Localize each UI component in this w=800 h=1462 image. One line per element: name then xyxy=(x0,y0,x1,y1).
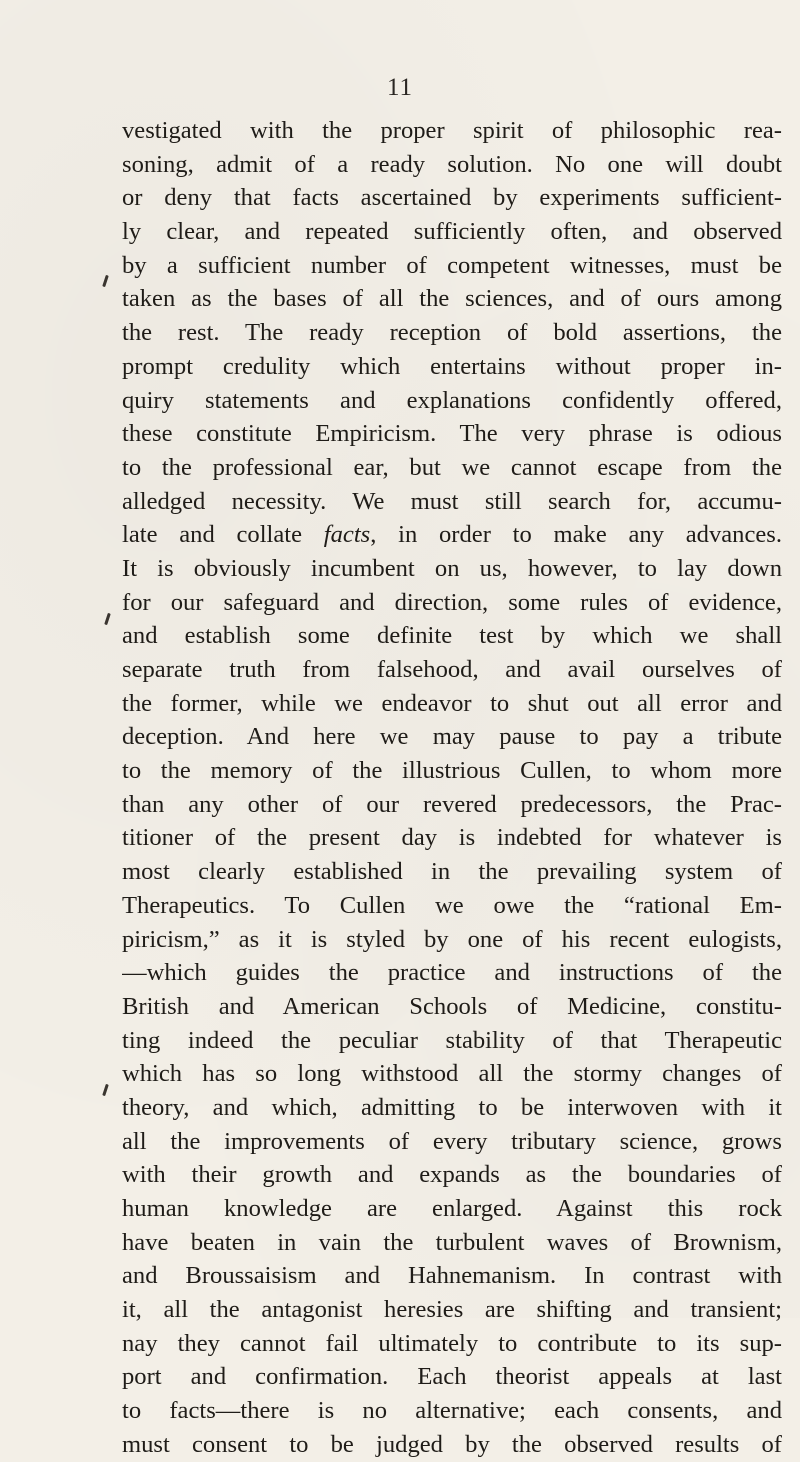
text-line: piricism,” as it is styled by one of his recent eulogists, xyxy=(122,925,782,953)
text-line: nay they cannot fail ultimately to contribute to its sup- xyxy=(122,1329,782,1357)
text-line: prompt credulity which entertains without proper in- xyxy=(122,352,782,380)
text-line: which has so long withstood all the stormy changes of xyxy=(122,1060,782,1088)
margin-mark xyxy=(102,1084,109,1096)
margin-mark xyxy=(104,613,111,625)
text-line: titioner of the present day is indebted for whatever is xyxy=(122,824,782,852)
text-line: ly clear, and repeated sufficiently often, and observed xyxy=(122,218,782,246)
text-line: quiry statements and explanations confidently offered, xyxy=(122,386,782,414)
margin-mark xyxy=(102,275,109,287)
text-line: to facts—there is no alternative; each consents, and xyxy=(122,1397,782,1425)
text-line: the former, while we endeavor to shut out all error and xyxy=(122,689,782,717)
text-line: theory, and which, admitting to be interwoven with it xyxy=(122,1093,782,1121)
text-line: to the memory of the illustrious Cullen, to whom more xyxy=(122,757,782,785)
text-line: to the professional ear, but we cannot escape from the xyxy=(122,453,782,481)
text-line: deception. And here we may pause to pay a tribute xyxy=(122,723,782,751)
text-line: alledged necessity. We must still search for, accumu- xyxy=(122,487,782,515)
text-line: vestigated with the proper spirit of philosophic rea- xyxy=(122,117,782,144)
text-line: and establish some definite test by which we shall xyxy=(122,622,782,650)
text-line: all the improvements of every tributary science, grows xyxy=(122,1127,782,1155)
body-text xyxy=(122,114,782,1462)
text-line: these constitute Empiricism. The very phrase is odious xyxy=(122,420,782,448)
text-line: the rest. The ready reception of bold assertions, the xyxy=(122,319,782,347)
emphasized-word: facts xyxy=(323,521,371,549)
text-line: with their growth and expands as the boundaries of xyxy=(122,1161,782,1189)
text-line: have beaten in vain the turbulent waves of Brownism, xyxy=(122,1228,782,1256)
text-line: ting indeed the peculiar stability of that Therapeutic xyxy=(122,1026,782,1054)
text-line: and Broussaisism and Hahnemanism. In contrast with xyxy=(122,1262,782,1290)
text-line: British and American Schools of Medicine, constitu- xyxy=(122,992,782,1020)
text-line: taken as the bases of all the sciences, and of ours among xyxy=(122,285,782,313)
text-line: most clearly established in the prevailing system of xyxy=(122,858,782,886)
text-line: Therapeutics. To Cullen we owe the “rational Em- xyxy=(122,891,782,919)
text-line: must consent to be judged by the observed results of xyxy=(122,1430,782,1458)
page-number: 11 xyxy=(386,74,414,101)
text-line: for our safeguard and direction, some rules of evidence, xyxy=(122,588,782,616)
text-line: soning, admit of a ready solution. No one will doubt xyxy=(122,150,782,178)
text-line: —which guides the practice and instructions of the xyxy=(122,959,782,987)
text-line: human knowledge are enlarged. Against this rock xyxy=(122,1195,782,1222)
text-line: it, all the antagonist heresies are shifting and transient; xyxy=(122,1296,782,1324)
text-line: separate truth from falsehood, and avail ourselves of xyxy=(122,656,782,683)
text-line: by a sufficient number of competent witnesses, must be xyxy=(122,251,782,279)
text-line: port and confirmation. Each theorist appeals at last xyxy=(122,1363,782,1391)
text-line: than any other of our revered predecessors, the Prac- xyxy=(122,790,782,818)
text-line: or deny that facts ascertained by experiments sufficient- xyxy=(122,184,782,212)
text-line: It is obviously incumbent on us, however, to lay down xyxy=(122,554,782,582)
text-line: late and collate facts, in order to make any advances. xyxy=(122,521,782,549)
